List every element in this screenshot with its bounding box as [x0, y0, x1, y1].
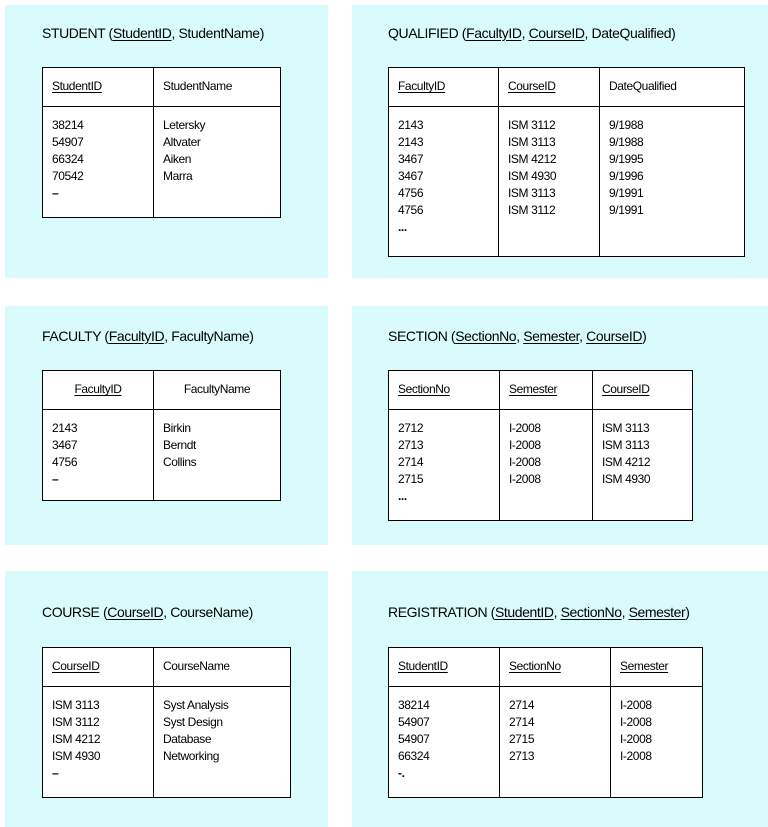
table-cell: 9/1988 — [609, 135, 644, 149]
table-cell: I-2008 — [620, 732, 652, 746]
table-cell: 3467 — [398, 152, 424, 166]
table-cell: 2714 — [509, 715, 535, 729]
table-cell: Collins — [163, 455, 197, 469]
relation-name: QUALIFIED — [388, 25, 459, 41]
table-cell: ISM 4212 — [602, 455, 651, 469]
column-facultyid — [43, 410, 154, 501]
table-cell: 9/1991 — [609, 203, 644, 217]
table-cell: 3467 — [52, 438, 78, 452]
table-cell: 2713 — [509, 749, 535, 763]
table-cell: 2714 — [398, 455, 424, 469]
column-facultyid — [389, 107, 499, 257]
attribute: FacultyName — [171, 328, 250, 344]
column-header-sectionno: SectionNo — [500, 648, 611, 687]
more-rows-marker: -. — [398, 766, 405, 780]
table-cell: 9/1995 — [609, 152, 644, 166]
table-cell: ISM 4930 — [52, 749, 101, 763]
table-cell: Letersky — [163, 118, 206, 132]
table-cell: Marra — [163, 169, 193, 183]
relation-name: COURSE — [42, 604, 100, 620]
column-courseid — [499, 107, 600, 257]
relation-name: REGISTRATION — [388, 604, 488, 620]
relation-name: STUDENT — [42, 25, 106, 41]
column-header-studentid: StudentID — [389, 648, 500, 687]
table-cell: ISM 3112 — [508, 203, 556, 217]
table-cell: 9/1991 — [609, 186, 644, 200]
student-table — [42, 67, 281, 218]
qualified-table — [388, 67, 745, 257]
table-cell: 2713 — [398, 438, 424, 452]
table-cell: 2712 — [398, 421, 424, 435]
table-cell: Syst Design — [163, 715, 223, 729]
table-cell: 2715 — [398, 472, 424, 486]
table-cell: 2143 — [398, 118, 424, 132]
table-cell: I-2008 — [620, 715, 652, 729]
table-cell: 2143 — [52, 421, 78, 435]
table-cell: 4756 — [398, 186, 424, 200]
more-rows-marker: ... — [398, 220, 407, 234]
course-table — [42, 647, 291, 798]
table-cell: 66324 — [398, 749, 430, 763]
table-cell: ISM 3112 — [52, 715, 100, 729]
faculty-title: FACULTY (FacultyID, FacultyName) — [42, 328, 254, 344]
key-attribute: Semester — [628, 604, 686, 620]
column-studentname — [154, 107, 281, 218]
key-attribute: FacultyID — [108, 328, 165, 344]
table-cell: 9/1996 — [609, 169, 644, 183]
key-attribute: CourseID — [586, 328, 643, 344]
column-header-courseid: CourseID — [499, 68, 600, 107]
table-cell: Berndt — [163, 438, 196, 452]
more-rows-marker: – — [52, 472, 59, 486]
column-header-studentname: StudentName — [154, 68, 281, 107]
table-cell: ISM 4930 — [508, 169, 557, 183]
column-header-studentid: StudentID — [43, 68, 154, 107]
table-cell: I-2008 — [509, 438, 541, 452]
table-cell: 70542 — [52, 169, 84, 183]
table-cell: ISM 3113 — [602, 421, 650, 435]
column-sectionno — [389, 410, 500, 521]
attribute: CourseName — [170, 604, 249, 620]
table-cell: 4756 — [398, 203, 424, 217]
column-courseid — [593, 410, 693, 521]
key-attribute: Semester — [523, 328, 580, 344]
table-cell: I-2008 — [509, 421, 541, 435]
table-cell: ISM 3112 — [508, 118, 556, 132]
table-cell: 54907 — [398, 732, 430, 746]
column-header-courseid: CourseID — [43, 648, 154, 687]
column-sectionno — [500, 687, 611, 798]
more-rows-marker: – — [52, 766, 59, 780]
key-attribute: CourseID — [107, 604, 164, 620]
column-header-datequalified: DateQualified — [600, 68, 745, 107]
column-header-semester: Semester — [500, 371, 593, 410]
table-cell: I-2008 — [509, 472, 541, 486]
registration-table — [388, 647, 703, 798]
table-cell: ISM 3113 — [508, 135, 556, 149]
key-attribute: SectionNo — [560, 604, 622, 620]
table-cell: Birkin — [163, 421, 191, 435]
course-title: COURSE (CourseID, CourseName) — [42, 604, 253, 620]
section-title: SECTION (SectionNo, Semester, CourseID) — [388, 328, 647, 344]
column-courseid — [43, 687, 154, 798]
table-cell: I-2008 — [509, 455, 541, 469]
table-cell: 38214 — [52, 118, 84, 132]
table-cell: ISM 3113 — [508, 186, 556, 200]
column-semester — [500, 410, 593, 521]
column-header-semester: Semester — [611, 648, 703, 687]
registration-title: REGISTRATION (StudentID, SectionNo, Semester) — [388, 604, 690, 620]
column-studentid — [43, 107, 154, 218]
qualified-title: QUALIFIED (FacultyID, CourseID, DateQualified) — [388, 25, 676, 41]
table-cell: 66324 — [52, 152, 84, 166]
relation-name: SECTION — [388, 328, 448, 344]
faculty-table — [42, 370, 281, 501]
column-header-facultyid: FacultyID — [43, 371, 154, 410]
key-attribute: FacultyID — [466, 25, 522, 41]
table-cell: 54907 — [52, 135, 84, 149]
table-cell: 54907 — [398, 715, 430, 729]
table-cell: I-2008 — [620, 698, 652, 712]
table-cell: Aiken — [163, 152, 192, 166]
student-title: STUDENT (StudentID, StudentName) — [42, 25, 264, 41]
key-attribute: StudentID — [494, 604, 554, 620]
table-cell: I-2008 — [620, 749, 652, 763]
column-facultyname — [154, 410, 281, 501]
attribute: StudentName — [178, 25, 260, 41]
table-cell: ISM 4212 — [508, 152, 557, 166]
table-cell: ISM 3113 — [52, 698, 100, 712]
table-cell: Altvater — [163, 135, 201, 149]
more-rows-marker: – — [52, 186, 59, 200]
column-coursename — [154, 687, 291, 798]
table-cell: Syst Analysis — [163, 698, 229, 712]
table-cell: 2715 — [509, 732, 535, 746]
table-cell: 9/1988 — [609, 118, 644, 132]
column-header-facultyid: FacultyID — [389, 68, 499, 107]
table-cell: 3467 — [398, 169, 424, 183]
key-attribute: StudentID — [112, 25, 172, 41]
table-cell: 2714 — [509, 698, 535, 712]
column-datequalified — [600, 107, 745, 257]
column-studentid — [389, 687, 500, 798]
column-header-sectionno: SectionNo — [389, 371, 500, 410]
table-cell: 4756 — [52, 455, 78, 469]
table-cell: ISM 3113 — [602, 438, 650, 452]
relation-name: FACULTY — [42, 328, 101, 344]
section-table — [388, 370, 693, 521]
column-semester — [611, 687, 703, 798]
column-header-coursename: CourseName — [154, 648, 291, 687]
attribute: DateQualified — [591, 25, 672, 41]
column-header-courseid: CourseID — [593, 371, 693, 410]
key-attribute: CourseID — [528, 25, 585, 41]
table-cell: 2143 — [398, 135, 424, 149]
table-cell: ISM 4930 — [602, 472, 651, 486]
table-cell: Networking — [163, 749, 220, 763]
table-cell: Database — [163, 732, 212, 746]
table-cell: ISM 4212 — [52, 732, 101, 746]
more-rows-marker: ... — [398, 489, 407, 503]
key-attribute: SectionNo — [455, 328, 517, 344]
table-cell: 38214 — [398, 698, 430, 712]
column-header-facultyname: FacultyName — [154, 371, 281, 410]
